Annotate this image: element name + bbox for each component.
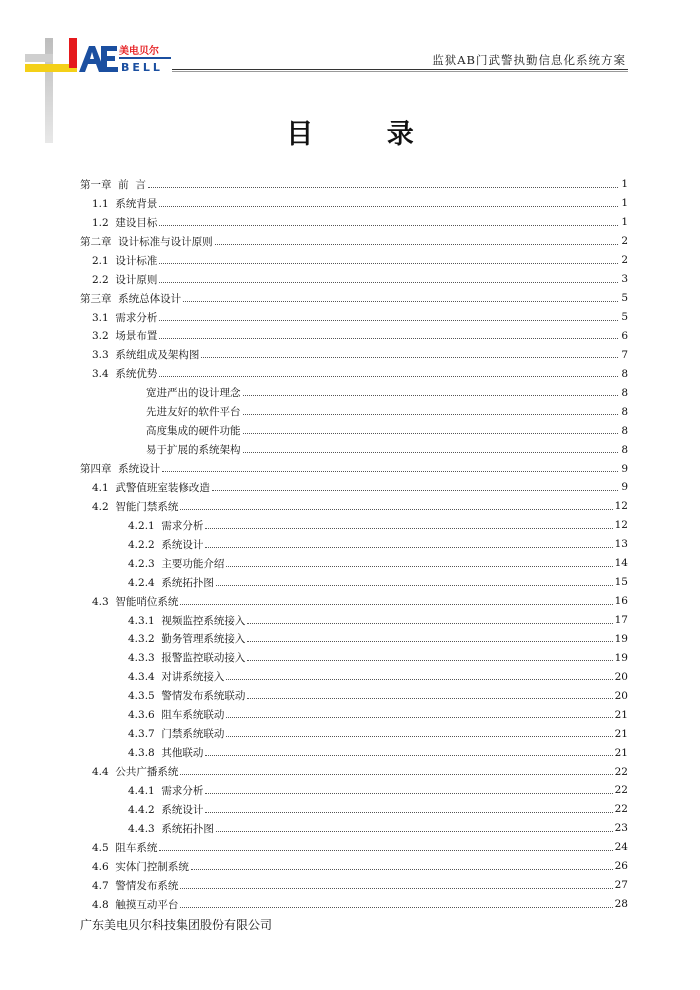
toc-leader-dots [226,717,612,718]
toc-leader-dots [159,206,618,207]
toc-entry-label: 4.3 智能哨位系统 [92,595,179,608]
toc-leader-dots [205,547,612,548]
toc-entry-label: 4.3.7 门禁系统联动 [128,728,225,741]
toc-entry-label: 4.8 触摸互动平台 [92,898,179,911]
toc-entry[interactable] [80,592,628,611]
toc-leader-dots [216,585,613,586]
header-divider [172,69,628,70]
toc-entry-label: 4.1 武警值班室装修改造 [92,481,210,494]
header-divider [172,71,628,72]
toc-entry-page-number: 14 [614,557,628,570]
toc-leader-dots [159,282,618,283]
toc-entry-label: 第二章 设计标准与设计原则 [80,235,213,248]
toc-leader-dots [205,755,612,756]
toc-leader-dots [162,471,618,472]
toc-leader-dots [226,566,612,567]
toc-entry-label: 4.3.3 报警监控联动接入 [128,652,246,665]
toc-entry[interactable] [80,724,628,743]
toc-entry-page-number: 5 [621,311,628,324]
toc-entry-page-number: 20 [614,689,628,702]
toc-entry[interactable] [80,383,628,402]
toc-entry-page-number: 19 [614,651,628,664]
toc-entry-page-number: 1 [621,197,628,210]
toc-entry-page-number: 1 [621,216,628,229]
toc-entry[interactable] [80,459,628,478]
toc-entry-label: 4.2.3 主要功能介绍 [128,557,225,570]
toc-entry-label: 4.2 智能门禁系统 [92,500,179,513]
toc-entry-label: 3.2 场景布置 [92,330,158,343]
toc-entry[interactable] [80,762,628,781]
toc-entry[interactable] [80,781,628,800]
toc-entry-label: 3.1 需求分析 [92,311,158,324]
table-of-contents [80,175,628,914]
toc-entry[interactable] [80,648,628,667]
toc-entry-page-number: 2 [621,254,628,267]
toc-leader-dots [216,831,613,832]
toc-entry[interactable] [80,478,628,497]
toc-entry-label: 4.3.6 阻车系统联动 [128,709,225,722]
toc-entry[interactable] [80,895,628,914]
toc-entry-page-number: 17 [614,614,628,627]
toc-entry-page-number: 2 [621,235,628,248]
toc-entry-page-number: 8 [621,405,628,418]
toc-entry-label: 4.5 阻车系统 [92,841,158,854]
toc-entry-label: 4.6 实体门控制系统 [92,860,189,873]
toc-entry-label: 第一章 前 言 [80,178,146,191]
toc-leader-dots [159,376,618,377]
document-header-title: 监狱AB门武警执勤信息化系统方案 [432,53,626,67]
toc-entry-page-number: 19 [614,632,628,645]
toc-leader-dots [201,357,618,358]
toc-entry-page-number: 3 [621,273,628,286]
toc-leader-dots [191,869,613,870]
toc-entry[interactable] [80,838,628,857]
toc-entry-label: 4.4.3 系统拓扑图 [128,822,214,835]
toc-entry[interactable] [80,364,628,383]
toc-entry-label: 3.3 系统组成及架构图 [92,349,200,362]
toc-entry-page-number: 12 [614,500,628,513]
toc-entry-label: 1.1 系统背景 [92,197,158,210]
toc-entry-label: 宽进严出的设计理念 [146,387,241,400]
toc-entry[interactable] [80,327,628,346]
toc-entry-page-number: 6 [621,329,628,342]
toc-entry[interactable] [80,270,628,289]
toc-leader-dots [180,907,612,908]
toc-entry-page-number: 24 [614,841,628,854]
toc-entry-page-number: 20 [614,670,628,683]
toc-leader-dots [148,187,618,188]
toc-entry-page-number: 8 [621,367,628,380]
toc-entry-page-number: 16 [614,595,628,608]
toc-leader-dots [159,338,618,339]
toc-leader-dots [183,301,618,302]
toc-entry-page-number: 5 [621,292,628,305]
toc-entry[interactable] [80,535,628,554]
toc-entry-label: 4.3.8 其他联动 [128,747,204,760]
toc-leader-dots [212,490,618,491]
toc-entry-label: 4.2.1 需求分析 [128,519,204,532]
toc-entry[interactable] [80,421,628,440]
toc-leader-dots [247,660,612,661]
toc-entry[interactable] [80,800,628,819]
toc-entry-page-number: 21 [614,727,628,740]
decorative-bar [25,54,53,62]
toc-entry-page-number: 15 [614,576,628,589]
toc-entry-label: 4.7 警情发布系统 [92,879,179,892]
toc-leader-dots [243,452,619,453]
toc-entry-page-number: 8 [621,386,628,399]
toc-leader-dots [243,395,619,396]
toc-entry-label: 4.3.2 勤务管理系统接入 [128,633,246,646]
toc-leader-dots [180,509,612,510]
toc-leader-dots [159,320,618,321]
footer-company: 广东美电贝尔科技集团股份有限公司 [80,918,273,932]
toc-entry-label: 4.3.1 视频监控系统接入 [128,614,246,627]
toc-entry[interactable] [80,857,628,876]
toc-entry[interactable] [80,440,628,459]
toc-entry[interactable] [80,630,628,649]
toc-entry-page-number: 1 [621,178,628,191]
toc-entry-page-number: 22 [614,784,628,797]
toc-entry-page-number: 27 [614,879,628,892]
toc-entry[interactable] [80,175,628,194]
toc-entry-page-number: 26 [614,860,628,873]
toc-entry-page-number: 8 [621,424,628,437]
toc-entry[interactable] [80,516,628,535]
toc-entry-label: 1.2 建设目标 [92,216,158,229]
toc-entry[interactable] [80,194,628,213]
page-title: 目 录 [286,119,446,150]
decorative-bar [69,38,77,68]
toc-entry[interactable] [80,573,628,592]
toc-leader-dots [215,244,618,245]
toc-entry-label: 3.4 系统优势 [92,368,158,381]
toc-entry-label: 4.2.4 系统拓扑图 [128,576,214,589]
toc-entry-page-number: 9 [621,481,628,494]
toc-entry[interactable] [80,876,628,895]
toc-entry[interactable] [80,345,628,364]
toc-entry-page-number: 13 [614,538,628,551]
toc-entry-label: 4.3.4 对讲系统接入 [128,671,225,684]
toc-entry[interactable] [80,705,628,724]
toc-entry[interactable] [80,402,628,421]
toc-leader-dots [159,850,612,851]
toc-entry-label: 2.2 设计原则 [92,273,158,286]
toc-entry-label: 第四章 系统设计 [80,463,161,476]
toc-leader-dots [205,528,612,529]
toc-entry-label: 2.1 设计标准 [92,254,158,267]
toc-leader-dots [247,641,612,642]
toc-entry-page-number: 12 [614,519,628,532]
toc-leader-dots [226,679,612,680]
toc-leader-dots [226,736,612,737]
toc-entry-label: 4.4 公共广播系统 [92,766,179,779]
toc-leader-dots [180,774,612,775]
toc-leader-dots [159,263,618,264]
toc-entry[interactable] [80,667,628,686]
toc-leader-dots [205,812,612,813]
toc-entry-page-number: 21 [614,746,628,759]
toc-leader-dots [180,604,612,605]
toc-leader-dots [159,225,618,226]
toc-entry[interactable] [80,554,628,573]
toc-entry[interactable] [80,497,628,516]
toc-entry[interactable] [80,289,628,308]
toc-entry-label: 先进友好的软件平台 [146,406,241,419]
svg-text:BELL: BELL [121,61,163,74]
toc-entry-page-number: 7 [621,348,628,361]
toc-entry-page-number: 22 [614,803,628,816]
toc-entry-label: 易于扩展的系统架构 [146,444,241,457]
toc-entry-label: 4.4.2 系统设计 [128,803,204,816]
toc-entry-page-number: 8 [621,443,628,456]
toc-entry[interactable] [80,686,628,705]
toc-leader-dots [180,888,612,889]
toc-entry-page-number: 23 [614,822,628,835]
company-logo [77,42,173,74]
toc-entry[interactable] [80,743,628,762]
toc-entry-label: 4.4.1 需求分析 [128,784,204,797]
toc-leader-dots [205,793,612,794]
toc-entry-page-number: 28 [614,898,628,911]
toc-entry-page-number: 9 [621,462,628,475]
toc-entry-label: 4.3.5 警情发布系统联动 [128,690,246,703]
toc-entry-page-number: 22 [614,765,628,778]
toc-leader-dots [247,623,612,624]
toc-entry[interactable] [80,251,628,270]
toc-entry-label: 第三章 系统总体设计 [80,292,182,305]
toc-entry[interactable] [80,308,628,327]
toc-leader-dots [243,414,619,415]
svg-text:美电贝尔: 美电贝尔 [119,46,159,57]
toc-entry-page-number: 21 [614,708,628,721]
toc-entry-label: 4.2.2 系统设计 [128,538,204,551]
toc-entry[interactable] [80,232,628,251]
toc-entry-label: 高度集成的硬件功能 [146,425,241,438]
toc-entry[interactable] [80,611,628,630]
toc-entry[interactable] [80,213,628,232]
toc-leader-dots [247,698,612,699]
toc-entry[interactable] [80,819,628,838]
toc-leader-dots [243,433,619,434]
